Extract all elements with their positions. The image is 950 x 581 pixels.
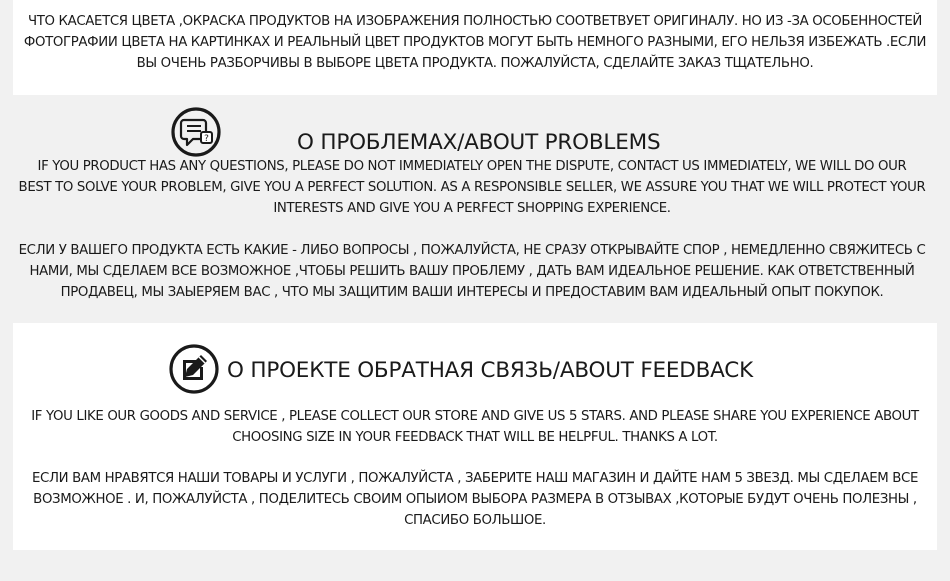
feedback-title: О ПРОЕКТЕ ОБРАТНАЯ СВЯЗЬ/ABOUT FEEDBACK: [227, 358, 754, 383]
chat-bubble-icon: [170, 106, 222, 162]
color-notice-card: [13, 0, 937, 95]
svg-text:?: ?: [204, 134, 209, 144]
problems-text-ru: ЕСЛИ У ВАШЕГО ПРОДУКТА ЕСТЬ КАКИЕ - ЛИБО ВОПРОСЫ , ПОЖАЛУЙСТА, НЕ СРАЗУ ОТКРЫВАЙТЕ СПОР , НЕМЕДЛЕННО СВЯЖИТЕСЬ С НАМИ, МЫ СДЕЛАЕМ ВСЕ ВОЗМОЖНОЕ ,ЧТОБЫ РЕШИТЬ ВАШУ ПРОБЛЕМУ , ДАТЬ ВАМ ИДЕАЛЬНОЕ РЕШЕНИЕ. КАК ОТВЕТСТВЕННЫЙ ПРОДАВЕЦ, МЫ ЗАЫЕРЯЕМ ВАС , ЧТО МЫ ЗАЩИТИМ ВАШИ ИНТЕРЕСЫ И ПРЕДОСТАВИМ ВАМ ИДЕАЛЬНЫЙ ОПЫТ ПОКУПОК.: [18, 243, 926, 300]
color-notice-text: ЧТО КАСАЕТСЯ ЦВЕТА ,ОКРАСКА ПРОДУКТОВ НА ИЗОБРАЖЕНИЯ ПОЛНОСТЬЮ СООТВЕТВУЕТ ОРИГИНАЛУ. НО ИЗ -ЗА ОСОБЕННОСТЕЙ ФОТОГРАФИИ ЦВЕТА НА КАРТИНКАХ И РЕАЛЬНЫЙ ЦВЕТ ПРОДУКТОВ МОГУТ БЫТЬ НЕМНОГО РАЗНЫМИ, ЕГО НЕЛЬЗЯ ИЗБЕЖАТЬ .ЕСЛИ ВЫ ОЧЕНЬ РАЗБОРЧИВЫ В ВЫБОРЕ ЦВЕТА ПРОДУКТА. ПОЖАЛУЙСТА, СДЕЛАЙТЕ ЗАКАЗ ТЩАТЕЛЬНО.: [23, 14, 927, 71]
problems-title: О ПРОБЛЕМАХ/ABOUT PROBLEMS: [297, 130, 661, 155]
problems-text-en: IF YOU PRODUCT HAS ANY QUESTIONS, PLEASE DO NOT IMMEDIATELY OPEN THE DISPUTE, CONTACT US IMMEDIATELY, WE WILL DO OUR BEST TO SOLVE YOUR PROBLEM, GIVE YOU A PERFECT SOLUTION. AS A RESPONSIBLE SELLER, WE ASSURE YOU THAT WE WILL PROTECT YOUR INTERESTS AND GIVE YOU A PERFECT SHOPPING EXPERIENCE.: [18, 159, 926, 216]
feedback-text-en: IF YOU LIKE OUR GOODS AND SERVICE , PLEASE COLLECT OUR STORE AND GIVE US 5 STARS. AND PLEASE SHARE YOU EXPERIENCE ABOUT CHOOSING SIZE IN YOUR FEEDBACK THAT WILL BE HELPFUL. THANKS A LOT.: [31, 409, 919, 445]
problems-section: [0, 100, 950, 305]
feedback-text-ru: ЕСЛИ ВАМ НРАВЯТСЯ НАШИ ТОВАРЫ И УСЛУГИ , ПОЖАЛУЙСТА , ЗАБЕРИТЕ НАШ МАГАЗИН И ДАЙТЕ НАМ 5 ЗВЕЗД. МЫ СДЕЛАЕМ ВСЕ ВОЗМОЖНОЕ . И, ПОЖАЛУЙСТА , ПОДЕЛИТЕСЬ СВОИМ ОПЫИОМ ВЫБОРА РАЗМЕРА В ОТЗЫВАХ ,КОТОРЫЕ БУДУТ ОЧЕНЬ ПОЛЕЗНЫ , СПАСИБО БОЛЬШОЕ.: [31, 471, 919, 528]
feedback-card: [13, 323, 937, 550]
edit-note-icon: [168, 343, 220, 399]
